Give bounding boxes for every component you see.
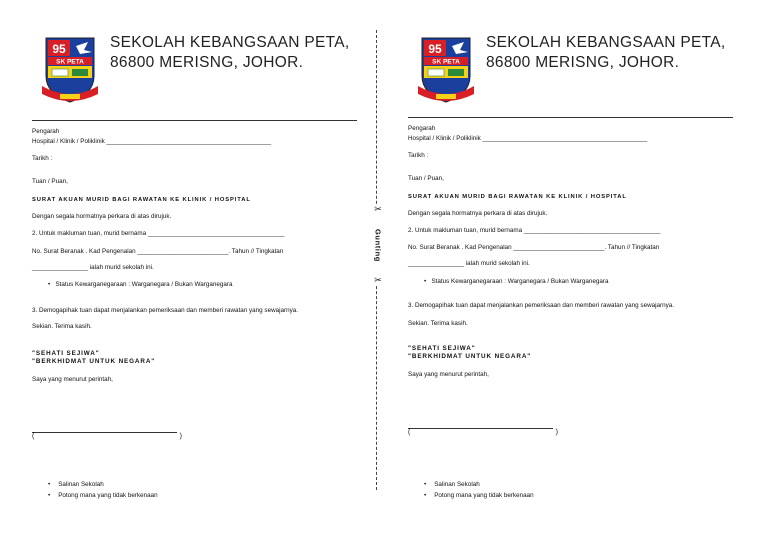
closing-thanks: Sekian. Terima kasih. (32, 323, 92, 330)
form-slip-left (22, 0, 367, 543)
school-name-line1: SEKOLAH KEBANGSAAN PETA, (110, 34, 350, 51)
copy-note-item: • Potong mana yang tidak berkenaan (48, 490, 158, 501)
date-field: Tarikh : (408, 152, 429, 159)
paren-open: ( (408, 429, 411, 436)
bullet-icon: • (48, 281, 56, 288)
copy-note-item: • Salinan Sekolah (48, 479, 158, 490)
signoff-text: Saya yang menurut perintah, (408, 371, 489, 378)
motto-line1: "SEHATI SEJIWA" (408, 345, 476, 352)
bullet-icon: • (424, 278, 432, 285)
signoff-text: Saya yang menurut perintah, (32, 376, 113, 383)
crest-banner: SK PETA (432, 58, 460, 66)
school-name (110, 33, 350, 73)
intro-text: Dengan segala hormatnya perkara di atas dirujuk. (32, 213, 172, 220)
school-name (486, 33, 726, 73)
signer-name-brackets (408, 429, 558, 436)
signer-name-brackets (32, 433, 182, 440)
paragraph-2-student-name: 2. Untuk makluman tuan, murid bernama _______________________________________ (32, 230, 285, 237)
salutation: Tuan / Puan, (32, 178, 68, 185)
cut-label (372, 205, 384, 285)
motto-line2: "BERKHIDMAT UNTUK NEGARA" (32, 358, 156, 365)
motto-line2: "BERKHIDMAT UNTUK NEGARA" (408, 353, 532, 360)
paragraph-3: 3. Demogapihak tuan dapat menjalankan pemeriksaan dan memberi rawatan yang sewajarnya. (408, 302, 675, 309)
letter-subject: SURAT AKUAN MURID BAGI RAWATAN KE KLINIK / HOSPITAL (32, 197, 251, 203)
salutation: Tuan / Puan, (408, 175, 444, 182)
date-field: Tarikh : (32, 155, 53, 162)
paragraph-2-ic-line: No. Surat Beranak . Kad Pengenalan __________________________. Tahun // Tingkatan (32, 248, 284, 255)
school-crest-logo (42, 36, 98, 106)
paren-close: ) (555, 429, 558, 436)
header-divider (32, 120, 357, 121)
school-name-line1: SEKOLAH KEBANGSAAN PETA, (486, 34, 726, 51)
hospital-field: Hospital / Klinik / Poliklinik _______________________________________________ (408, 135, 648, 142)
copy-note-item: • Salinan Sekolah (424, 479, 534, 490)
school-crest-logo (418, 36, 474, 106)
citizenship-status-text: Status Kewarganegaraan : Warganegara / Bukan Warganegara (431, 278, 609, 285)
school-address-line2: 86800 MERISNG, JOHOR. (486, 54, 680, 71)
copy-notes-list (424, 479, 534, 501)
paren-close: ) (179, 433, 182, 440)
motto-line1: "SEHATI SEJIWA" (32, 350, 100, 357)
scissors-icon: ✂ (374, 274, 382, 285)
paragraph-2-student-name: 2. Untuk makluman tuan, murid bernama _______________________________________ (408, 227, 661, 234)
crest-number: 95 (428, 42, 442, 56)
cut-label-text: Gunting (373, 228, 383, 262)
citizenship-status (48, 281, 232, 289)
crest-banner: SK PETA (56, 58, 84, 66)
citizenship-status-text: Status Kewarganegaraan : Warganegara / Bukan Warganegara (55, 281, 233, 288)
header-divider (408, 117, 733, 118)
paragraph-2-ic-line: No. Surat Beranak . Kad Pengenalan __________________________. Tahun // Tingkatan (408, 244, 660, 251)
crest-number: 95 (52, 42, 66, 56)
hospital-field: Hospital / Klinik / Poliklinik _______________________________________________ (32, 138, 272, 145)
form-slip-right (398, 0, 743, 543)
letter-subject: SURAT AKUAN MURID BAGI RAWATAN KE KLINIK / HOSPITAL (408, 194, 627, 200)
recipient-title: Pengarah (32, 128, 60, 135)
school-address-line2: 86800 MERISNG, JOHOR. (110, 54, 304, 71)
paragraph-2-school-line: ________________ ialah murid sekolah ini. (408, 260, 530, 267)
copy-note-item: • Potong mana yang tidak berkenaan (424, 490, 534, 501)
citizenship-status (424, 278, 608, 286)
paragraph-2-school-line: ________________ ialah murid sekolah ini. (32, 264, 154, 271)
recipient-title: Pengarah (408, 125, 436, 132)
intro-text: Dengan segala hormatnya perkara di atas dirujuk. (408, 210, 548, 217)
paren-open: ( (32, 433, 35, 440)
copy-notes-list (48, 479, 158, 501)
closing-thanks: Sekian. Terima kasih. (408, 320, 468, 327)
scissors-icon: ✂ (374, 204, 382, 214)
paragraph-3: 3. Demogapihak tuan dapat menjalankan pemeriksaan dan memberi rawatan yang sewajarnya. (32, 307, 299, 314)
